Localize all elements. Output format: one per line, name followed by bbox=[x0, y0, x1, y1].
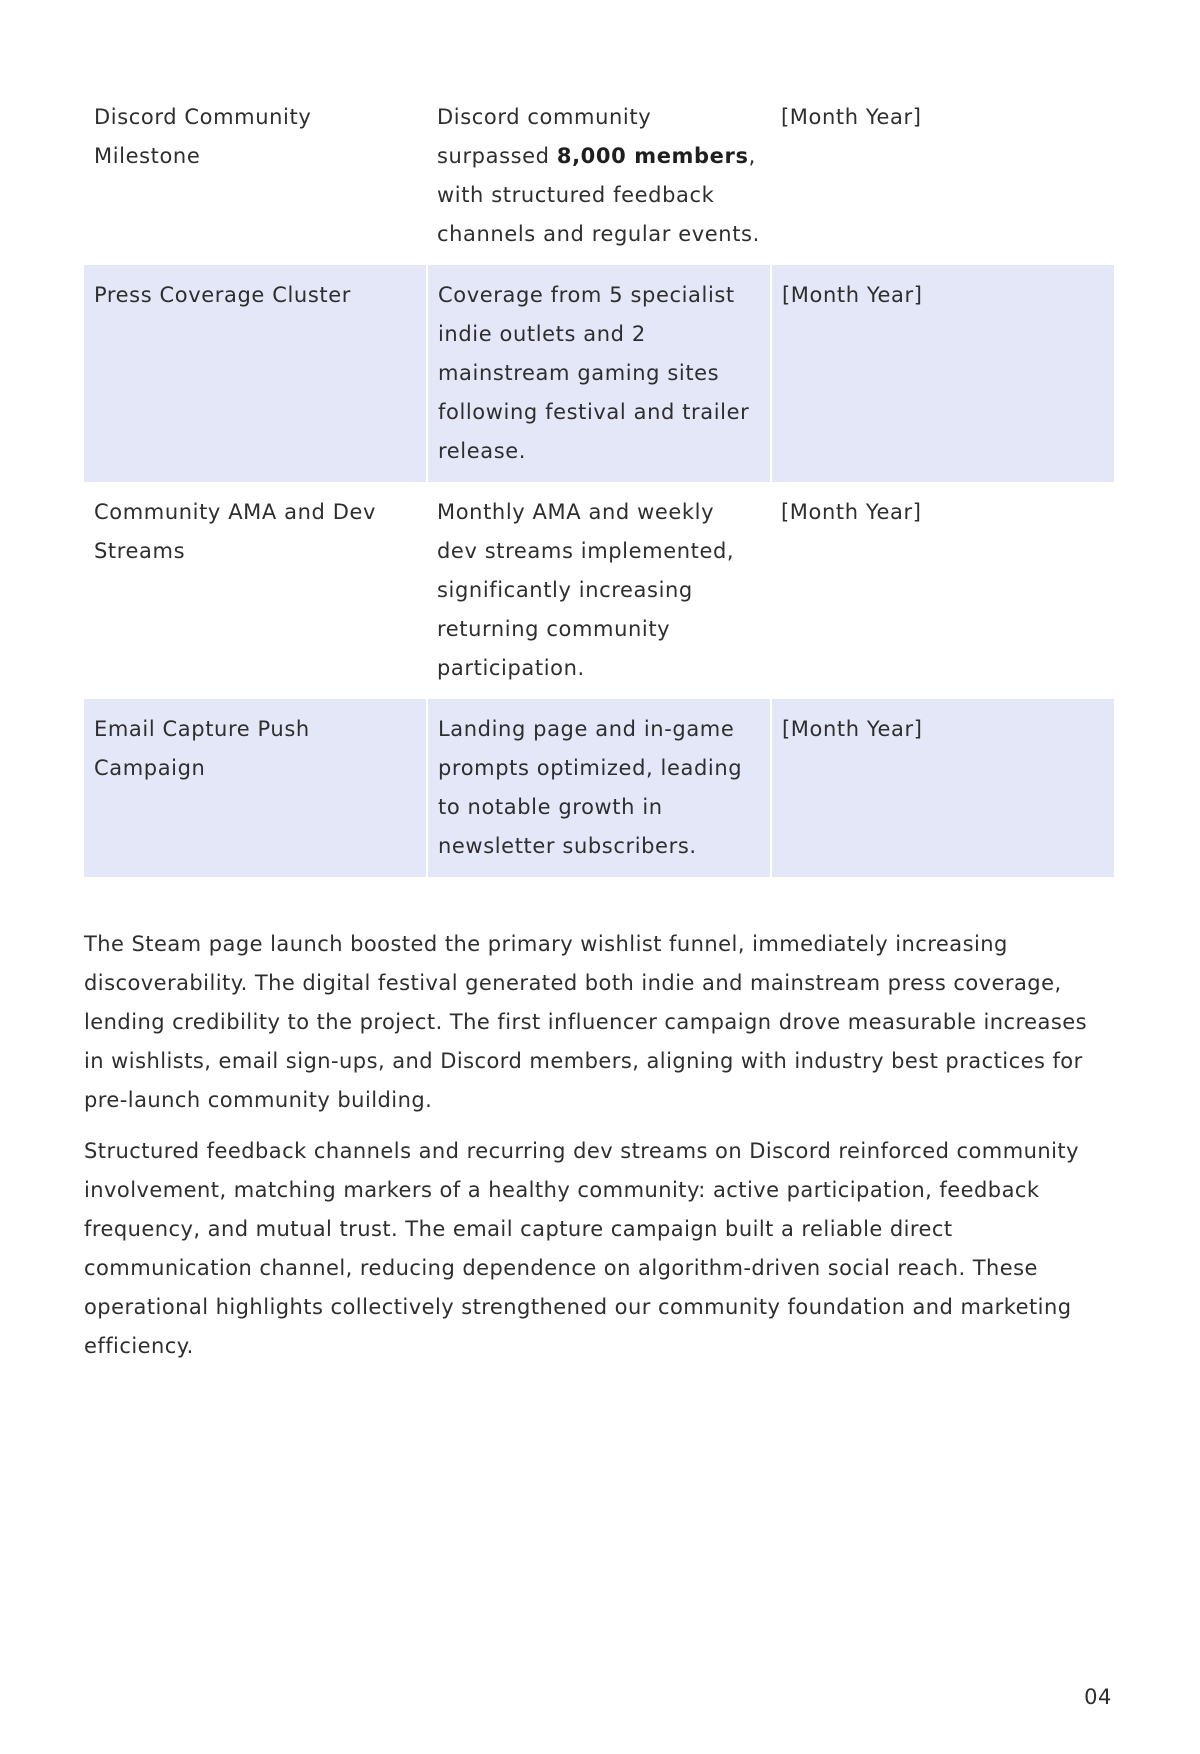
paragraph: The Steam page launch boosted the primary wishlist funnel, immediately increasing discoverability. The digital festival generated both indie and mainstream press coverage, lending credibility to the project. The first influencer campaign drove measurable increases in wishlists, email sign-ups, and Discord members, aligning with industry best practices for pre-launch community building. bbox=[84, 932, 1087, 1112]
milestone-cell: Press Coverage Cluster bbox=[84, 265, 427, 482]
description-cell bbox=[427, 87, 771, 265]
milestones-table bbox=[84, 87, 1114, 877]
table-row bbox=[84, 699, 1114, 877]
description-cell: Landing page and in-game prompts optimized, leading to notable growth in newsletter subscribers. bbox=[427, 699, 771, 877]
milestone-cell: Email Capture Push Campaign bbox=[84, 699, 427, 877]
table-row bbox=[84, 265, 1114, 482]
document-page bbox=[84, 87, 1114, 1378]
date-cell: [Month Year] bbox=[771, 699, 1114, 877]
description-text: , with structured feedback channels and regular events. bbox=[437, 144, 760, 246]
paragraph: Structured feedback channels and recurring dev streams on Discord reinforced community involvement, matching markers of a healthy community: active participation, feedback frequency, and mutual trust. The email capture campaign built a reliable direct communication channel, reducing dependence on algorithm-driven social reach. These operational highlights collectively strengthened our community foundation and marketing efficiency. bbox=[84, 1139, 1079, 1358]
body-text bbox=[84, 925, 1114, 1366]
table-row bbox=[84, 87, 1114, 265]
description-text: Discord community surpassed bbox=[437, 105, 652, 168]
member-count-highlight: 8,000 members bbox=[556, 144, 749, 168]
date-cell: [Month Year] bbox=[781, 500, 922, 524]
date-cell: [Month Year] bbox=[781, 105, 922, 129]
table-row bbox=[84, 482, 1114, 699]
date-cell: [Month Year] bbox=[771, 265, 1114, 482]
description-cell: Monthly AMA and weekly dev streams implemented, significantly increasing returning community participation. bbox=[437, 500, 735, 680]
milestone-cell: Discord Community Milestone bbox=[94, 105, 312, 168]
milestone-cell: Community AMA and Dev Streams bbox=[94, 500, 377, 563]
page-number: 04 bbox=[1084, 1685, 1112, 1709]
description-cell: Coverage from 5 specialist indie outlets and 2 mainstream gaming sites following festival and trailer release. bbox=[427, 265, 771, 482]
